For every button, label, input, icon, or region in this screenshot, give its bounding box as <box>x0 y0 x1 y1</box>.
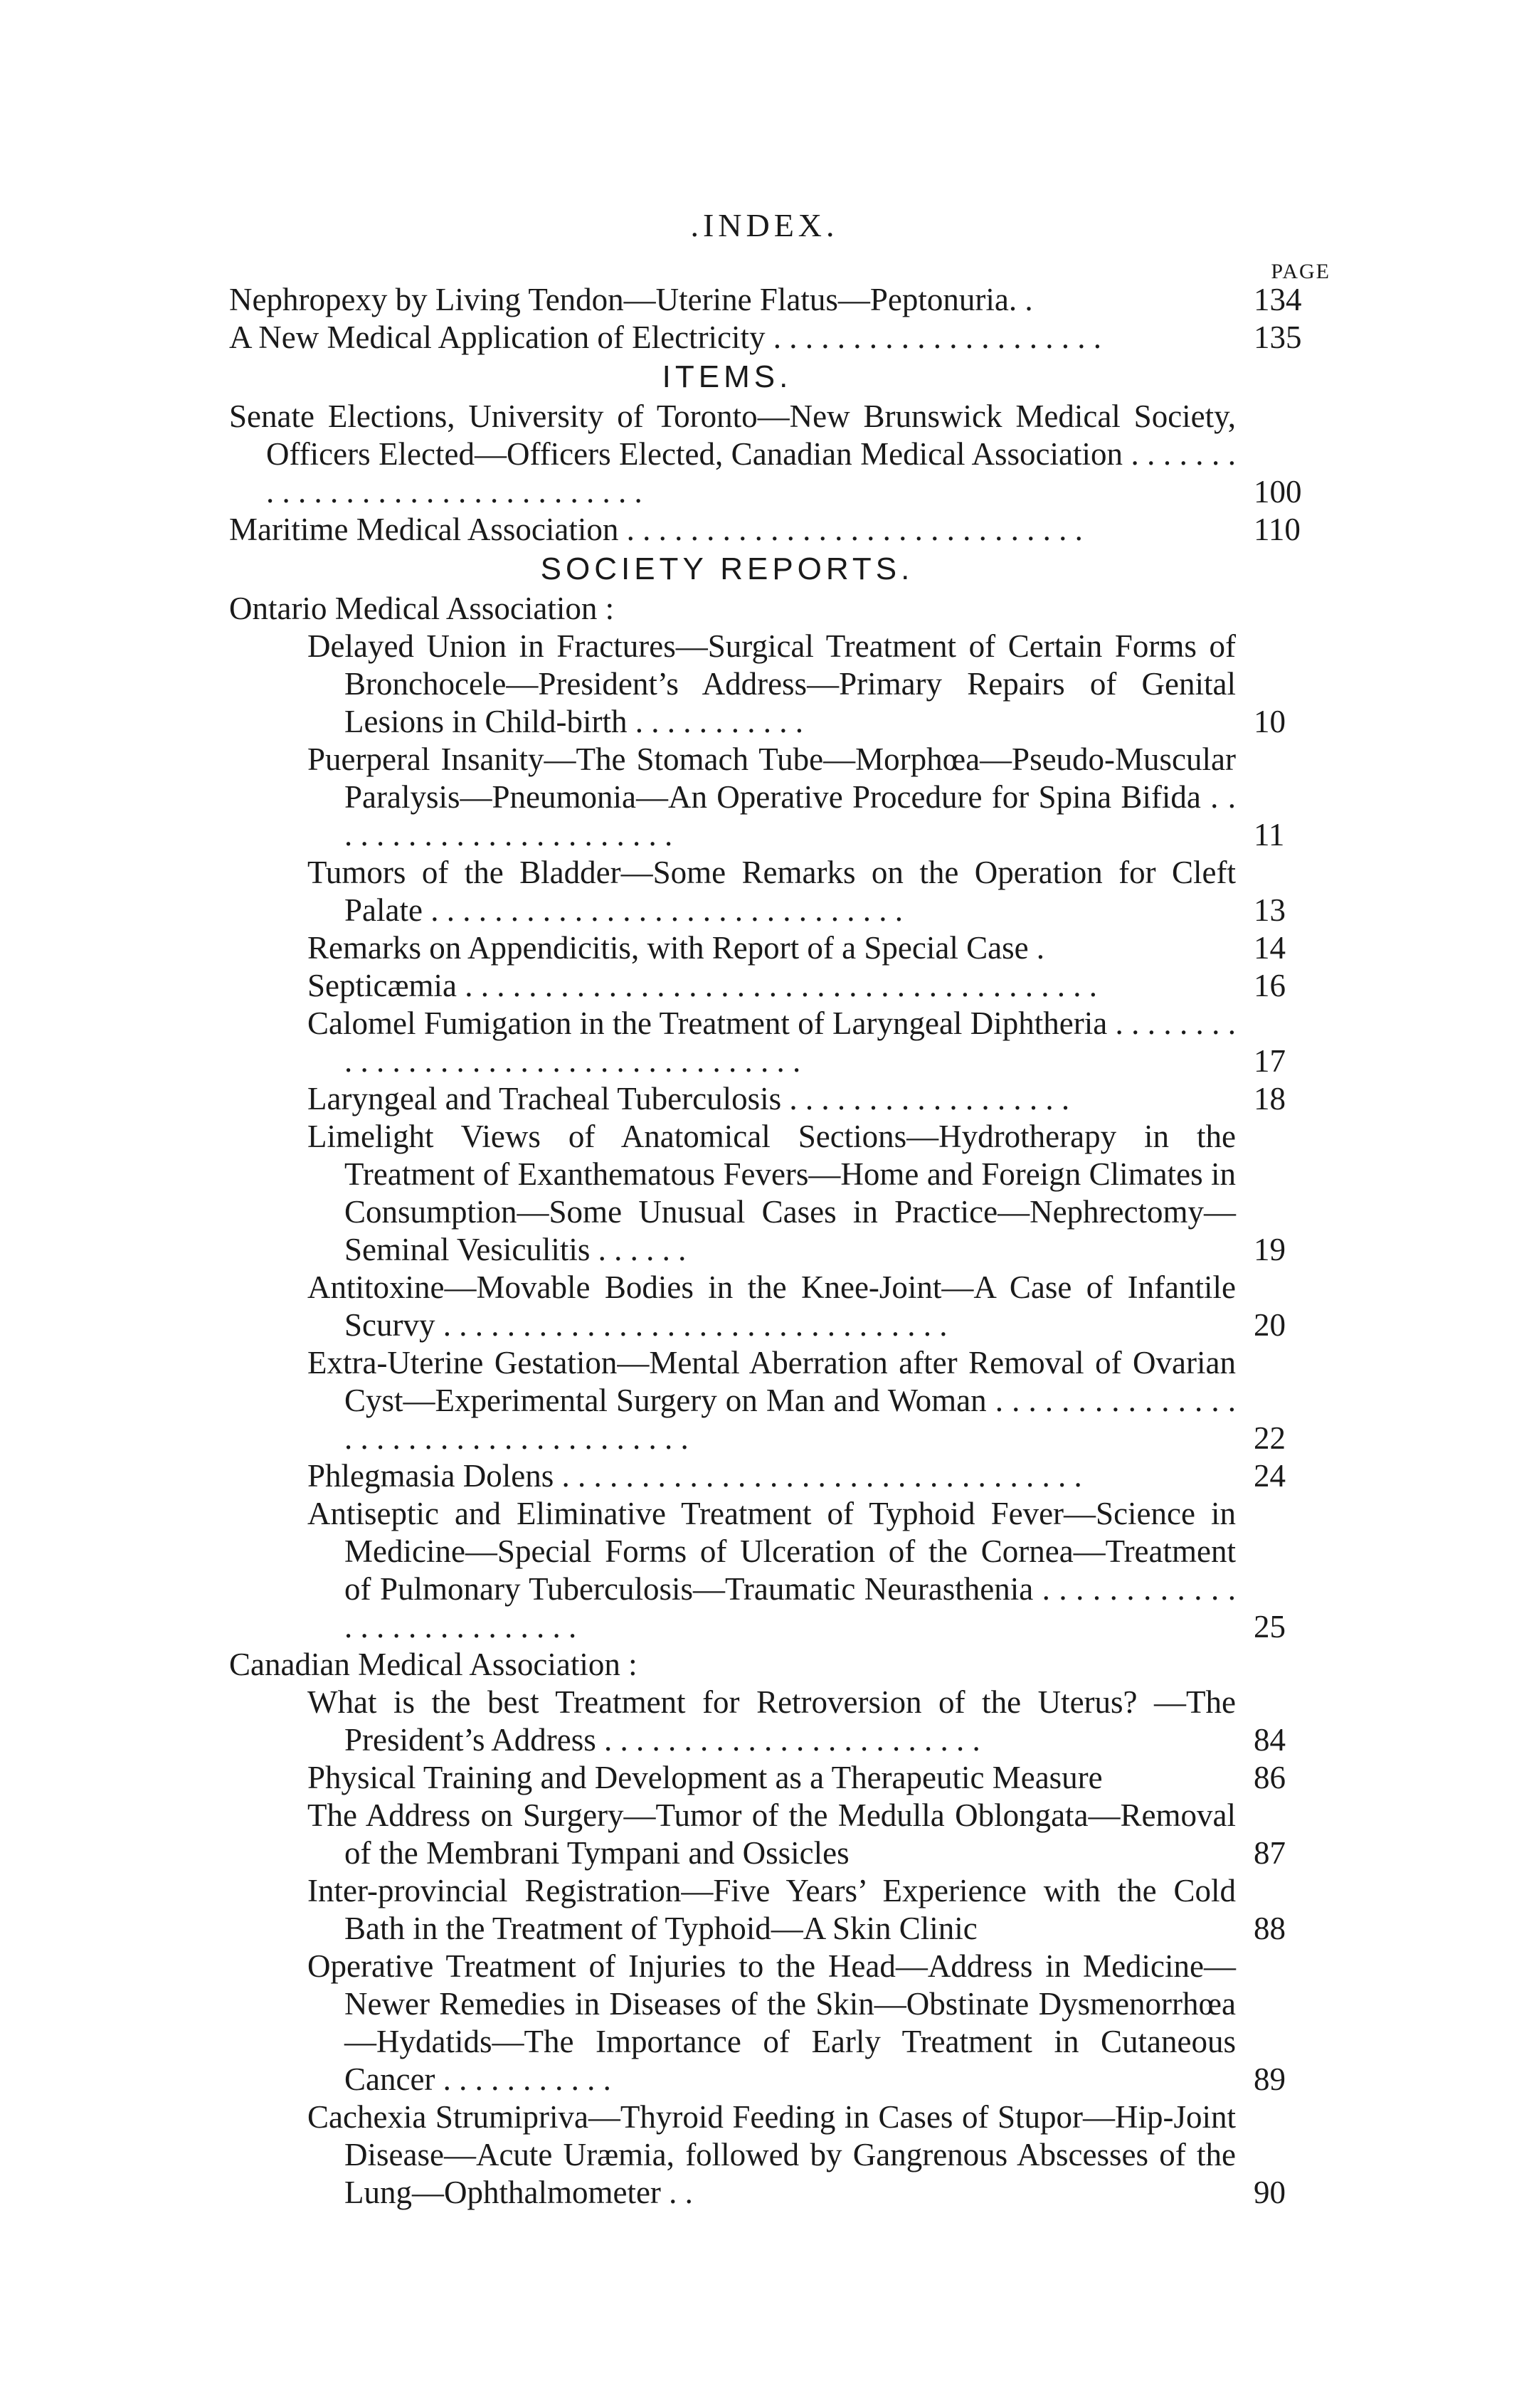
entry-page-number: 86 <box>1254 1760 1286 1795</box>
entry-text: Physical Training and Development as a Therapeutic Measure <box>307 1760 1103 1795</box>
index-entry <box>229 1797 1332 1872</box>
entry-text: Tumors of the Bladder—Some Remarks on the Operation for Cleft Palate . . . . . . . . . . . . . . . . . . . . . . . . . . . . . . <box>307 855 1236 928</box>
index-entry <box>229 1684 1332 1759</box>
index-entry <box>229 1948 1332 2098</box>
entry-page-number: 10 <box>1254 704 1286 739</box>
index-entry <box>229 1759 1332 1797</box>
entry-text: The Address on Surgery—Tumor of the Medulla Oblongata—Removal of the Membrani Tympani and Ossicles <box>307 1797 1236 1871</box>
index-entry <box>229 1872 1332 1948</box>
section-title-items: ITEMS. <box>662 359 793 394</box>
index-entry <box>229 511 1332 549</box>
entry-page-number: 84 <box>1254 1722 1286 1758</box>
entry-text: Calomel Fumigation in the Treatment of Laryngeal Diphtheria . . . . . . . . . . . . . . . . . . . . . . . . . . . . . . . . . . . . . <box>307 1005 1236 1079</box>
entry-text: Antiseptic and Eliminative Treatment of Typhoid Fever—Science in Medicine—Special Forms of Ulceration of the Cornea—Treatment of Pulmonary Tuberculosis—Traumatic Neurasthenia . . . . . . . . . . . . . . . . . . . . . . . . . . . <box>307 1496 1236 1644</box>
entry-page-number: 110 <box>1254 512 1301 547</box>
entry-text: Septicæmia . . . . . . . . . . . . . . . . . . . . . . . . . . . . . . . . . . . . . . . . <box>307 968 1097 1003</box>
entry-text: Inter-provincial Registration—Five Years’ Experience with the Cold Bath in the Treatment of Typhoid—A Skin Clinic <box>307 1873 1236 1946</box>
entry-text: Phlegmasia Dolens . . . . . . . . . . . . . . . . . . . . . . . . . . . . . . . . . <box>307 1458 1082 1494</box>
top-entries <box>229 281 1332 357</box>
index-entry <box>229 1118 1332 1269</box>
entry-text: Puerperal Insanity—The Stomach Tube—Morphœa—Pseudo-Muscular Paralysis—Pneumonia—An Operative Procedure for Spina Bifida . . . . . . . . . . . . . . . . . . . . . . . <box>307 741 1236 852</box>
entry-text: Laryngeal and Tracheal Tuberculosis . . . . . . . . . . . . . . . . . . <box>307 1081 1070 1116</box>
index-content <box>229 281 1332 2212</box>
entry-text: Antitoxine—Movable Bodies in the Knee-Joint—A Case of Infantile Scurvy . . . . . . . . . . . . . . . . . . . . . . . . . . . . . . . . <box>307 1269 1236 1343</box>
items-section <box>229 357 1332 549</box>
entry-text: Limelight Views of Anatomical Sections—Hydrotherapy in the Treatment of Exanthematous Fevers—Home and Foreign Climates in Consumption—Some Unusual Cases in Practice—Nephrectomy—Seminal Vesiculitis . . . . . . <box>307 1119 1236 1267</box>
entry-page-number: 89 <box>1254 2061 1286 2097</box>
entry-text: What is the best Treatment for Retroversion of the Uterus? —The President’s Address . . . . . . . . . . . . . . . . . . . . . . . . <box>307 1684 1236 1758</box>
index-entry <box>229 854 1332 929</box>
entry-page-number: 25 <box>1254 1609 1286 1644</box>
index-entry <box>229 398 1332 511</box>
entry-page-number: 134 <box>1254 282 1302 317</box>
index-entry <box>229 1269 1332 1344</box>
entry-text: Nephropexy by Living Tendon—Uterine Flatus—Peptonuria. . <box>229 282 1033 317</box>
entry-page-number: 18 <box>1254 1081 1286 1116</box>
entry-text: Remarks on Appendicitis, with Report of a Special Case . <box>307 930 1045 966</box>
entry-page-number: 11 <box>1254 817 1285 852</box>
index-entry <box>229 741 1332 854</box>
entry-text: Senate Elections, University of Toronto—New Brunswick Medical Society, Officers Elected—Officers Elected, Canadian Medical Association . . . . . . . . . . . . . . . . . . . . . . . . . . . . . . . <box>229 398 1236 509</box>
entry-page-number: 87 <box>1254 1835 1286 1871</box>
index-entry <box>229 1005 1332 1080</box>
entry-text: Cachexia Strumipriva—Thyroid Feeding in Cases of Stupor—Hip-Joint Disease—Acute Uræmia, followed by Gangrenous Abscesses of the Lung—Ophthalmometer . . <box>307 2099 1236 2210</box>
index-entry <box>229 967 1332 1005</box>
entry-text: Maritime Medical Association . . . . . . . . . . . . . . . . . . . . . . . . . . . . . <box>229 512 1083 547</box>
running-head: .INDEX. <box>690 207 839 243</box>
index-entry <box>229 628 1332 741</box>
index-entry <box>229 281 1332 319</box>
entry-page-number: 13 <box>1254 892 1286 928</box>
index-entry <box>229 1344 1332 1457</box>
entry-page-number: 100 <box>1254 474 1302 509</box>
section-title-society-reports: SOCIETY REPORTS. <box>540 551 914 586</box>
entry-page-number: 20 <box>1254 1307 1286 1343</box>
entry-text: Operative Treatment of Injuries to the Head—Address in Medicine—Newer Remedies in Diseases of the Skin—Obstinate Dysmenorrhœa—Hydatids—The Importance of Early Treatment in Cutaneous Cancer . . . . . . . . . . . <box>307 1948 1236 2097</box>
entry-page-number: 14 <box>1254 930 1286 966</box>
index-entry <box>229 2098 1332 2212</box>
group-heading-ontario: Ontario Medical Association : <box>229 591 615 626</box>
entry-page-number: 16 <box>1254 968 1286 1003</box>
society-reports-section <box>229 549 1332 2212</box>
index-entry <box>229 1457 1332 1495</box>
index-entry <box>229 1495 1332 1646</box>
entry-page-number: 19 <box>1254 1232 1286 1267</box>
entry-page-number: 22 <box>1254 1420 1286 1456</box>
entry-text: Extra-Uterine Gestation—Mental Aberration after Removal of Ovarian Cyst—Experimental Surgery on Man and Woman . . . . . . . . . . . . . . . . . . . . . . . . . . . . . . . . . . . . . <box>307 1345 1236 1456</box>
entry-page-number: 24 <box>1254 1458 1286 1494</box>
entry-text: A New Medical Application of Electricity . . . . . . . . . . . . . . . . . . . . . <box>229 320 1102 355</box>
entry-page-number: 17 <box>1254 1043 1286 1079</box>
page-column-label: PAGE <box>1271 260 1330 283</box>
group-heading-canadian: Canadian Medical Association : <box>229 1647 637 1682</box>
index-entry <box>229 929 1332 967</box>
index-entry <box>229 319 1332 357</box>
entry-text: Delayed Union in Fractures—Surgical Treatment of Certain Forms of Bronchocele—President’s Address—Primary Repairs of Genital Lesions in Child-birth . . . . . . . . . . . <box>307 628 1236 739</box>
entry-page-number: 88 <box>1254 1911 1286 1946</box>
entry-page-number: 90 <box>1254 2175 1286 2210</box>
entry-page-number: 135 <box>1254 320 1302 355</box>
index-entry <box>229 1080 1332 1118</box>
